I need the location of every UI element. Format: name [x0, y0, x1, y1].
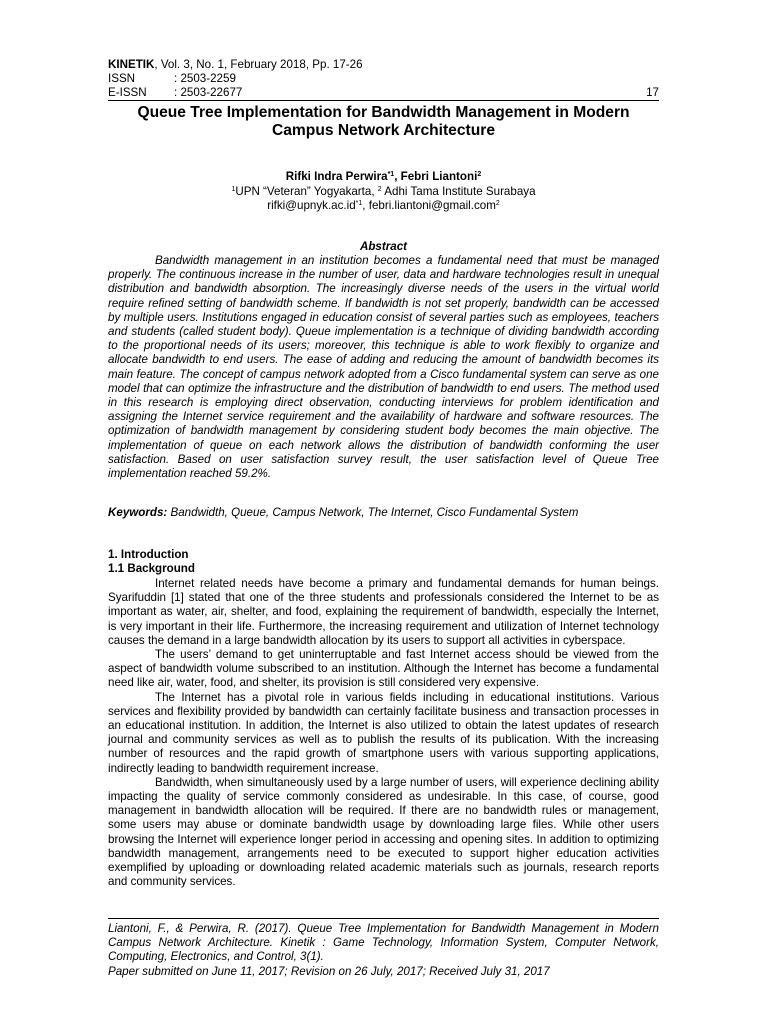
- journal-citation-line: [108, 58, 659, 72]
- abstract-text: Bandwidth management in an institution becomes a fundamental need that must be managed properly. The continuous increase in the number of user, data and hardware technologies result in unequal distribution and bandwidth absorption. The increasingly diverse needs of the users in the virtual world require refined setting of bandwidth scheme. If bandwidth is not set properly, bandwidth can be accessed by multiple users. Institutions engaged in education consist of several parties such as employees, teachers and students (called student body). Queue implementation is a technique of dividing bandwidth according to the proportional needs of its users; moreover, this technique is able to work flexibly to organize and allocate bandwidth to end users. The ease of adding and reducing the amount of bandwidth becomes its main feature. The concept of campus network adopted from a Cisco fundamental system can serve as one model that can optimize the infrastructure and the distribution of bandwidth to end users. The method used in this research is employing direct observation, conducting interviews for problem identification and assigning the Internet service requirement and the availability of hardware and software resources. The optimization of bandwidth management by considering student body becomes the main objective. The implementation of queue on each network allows the distribution of bandwidth conforming the user satisfaction. Based on user satisfaction survey result, the user satisfaction level of Queue Tree implementation reached 59.2%.: [108, 254, 659, 481]
- abstract-heading: Abstract: [359, 240, 408, 253]
- keywords-label: Keywords:: [108, 506, 168, 519]
- paper-title: Queue Tree Implementation for Bandwidth Management in Modern Campus Network Architecture: [137, 104, 630, 139]
- author-2-mark: 2: [477, 171, 482, 178]
- emails: [108, 199, 659, 214]
- body-paragraph: Bandwidth, when simultaneously used by a large number of users, will experience declining ability impacting the quality of service commonly considered as undesirable. In this case, of course, good management in bandwidth allocation will be required. If there are no bandwidth rules or management, some users may abuse or dominate bandwidth usage by downloading large files. While other users browsing the Internet will experience longer period in accessing and opening sites. In addition to optimizing bandwidth management, arrangements need to be executed to support higher education activities exemplified by uploading or downloading related academic materials such as journals, research reports and community services.: [108, 775, 659, 889]
- journal-volume: , Vol. 3, No. 1, February 2018, Pp. 17-26: [154, 58, 363, 71]
- page-number: 17: [646, 86, 659, 99]
- affiliation-2-mark: 2: [377, 185, 382, 193]
- body-paragraph: The Internet has a pivotal role in various fields including in educational institutions. Various services and flexibility provided by bandwidth can certainly facilitate business and transaction processes in an educational institution. In addition, the Internet is also utilized to obtain the latest updates of research journal and community services as well as to publish the results of its publication. With the increasing number of resources and the rapid growth of smartphone users with various supporting applications, indirectly leading to bandwidth requirement increase.: [108, 690, 659, 775]
- affiliation-1: UPN “Veteran” Yogyakarta,: [235, 184, 378, 198]
- eissn-label: E-ISSN: [108, 86, 147, 99]
- eissn-row: [108, 86, 659, 100]
- page-footer: [108, 922, 659, 979]
- issn-row: [108, 72, 659, 86]
- footer-submission-dates: Paper submitted on June 11, 2017; Revision on 26 July, 2017; Received July 31, 2017: [108, 964, 550, 978]
- body-paragraph: Internet related needs have become a primary and fundamental demands for human beings. Syarifuddin [1] stated that one of the three students and professionals considered the Internet to be as important as water, air, shelter, and food, explaining the requirement of bandwidth, especially the Internet, is very important in their life. Furthermore, the increasing requirement and utilization of Internet technology causes the demand in a large bandwidth allocation by its users to support all activities in cyberspace.: [108, 577, 659, 647]
- author-2: Febri Liantoni: [400, 170, 478, 183]
- footer-rule: [108, 918, 659, 919]
- issn-label: ISSN: [108, 72, 136, 85]
- footer-citation: Liantoni, F., & Perwira, R. (2017). Queue Tree Implementation for Bandwidth Management in Modern Campus Network Architecture. Kinetik : Game Technology, Information System, Computer Network, Computing, Electronics, and Control, 3(1).: [108, 922, 659, 964]
- affiliations: [108, 185, 659, 200]
- author-1-mark: *1: [387, 171, 395, 178]
- author-block: [108, 170, 659, 214]
- keywords-text: Bandwidth, Queue, Campus Network, The Internet, Cisco Fundamental System: [167, 506, 579, 519]
- section-heading-introduction: 1. Introduction: [108, 548, 189, 561]
- body-paragraph: The users’ demand to get uninterruptable and fast Internet access should be viewed from the aspect of bandwidth volume subscribed to an institution. Although the Internet has become a fundamental need like air, water, food, and shelter, its provision is still considered very expensive.: [108, 648, 659, 690]
- body-text: [108, 577, 659, 889]
- author-names: [108, 170, 659, 185]
- subsection-heading-background: 1.1 Background: [108, 562, 195, 575]
- email-2-mark: 2: [495, 200, 500, 207]
- author-separator: ,: [394, 170, 401, 183]
- email-1-mark: *1: [355, 200, 363, 207]
- journal-name: KINETIK: [108, 58, 155, 71]
- eissn-value: : 2503-22677: [174, 86, 243, 99]
- issn-value: : 2503-2259: [174, 72, 236, 85]
- journal-header: [108, 58, 659, 100]
- affiliation-2: Adhi Tama Institute Surabaya: [381, 184, 536, 198]
- affiliation-1-mark: 1: [231, 185, 236, 193]
- author-1: Rifki Indra Perwira: [285, 170, 388, 183]
- email-1[interactable]: rifki@upnyk.ac.id: [267, 199, 356, 212]
- email-2[interactable]: , febri.liantoni@gmail.com: [362, 199, 496, 212]
- header-rule: [108, 100, 659, 101]
- keywords: [108, 506, 659, 519]
